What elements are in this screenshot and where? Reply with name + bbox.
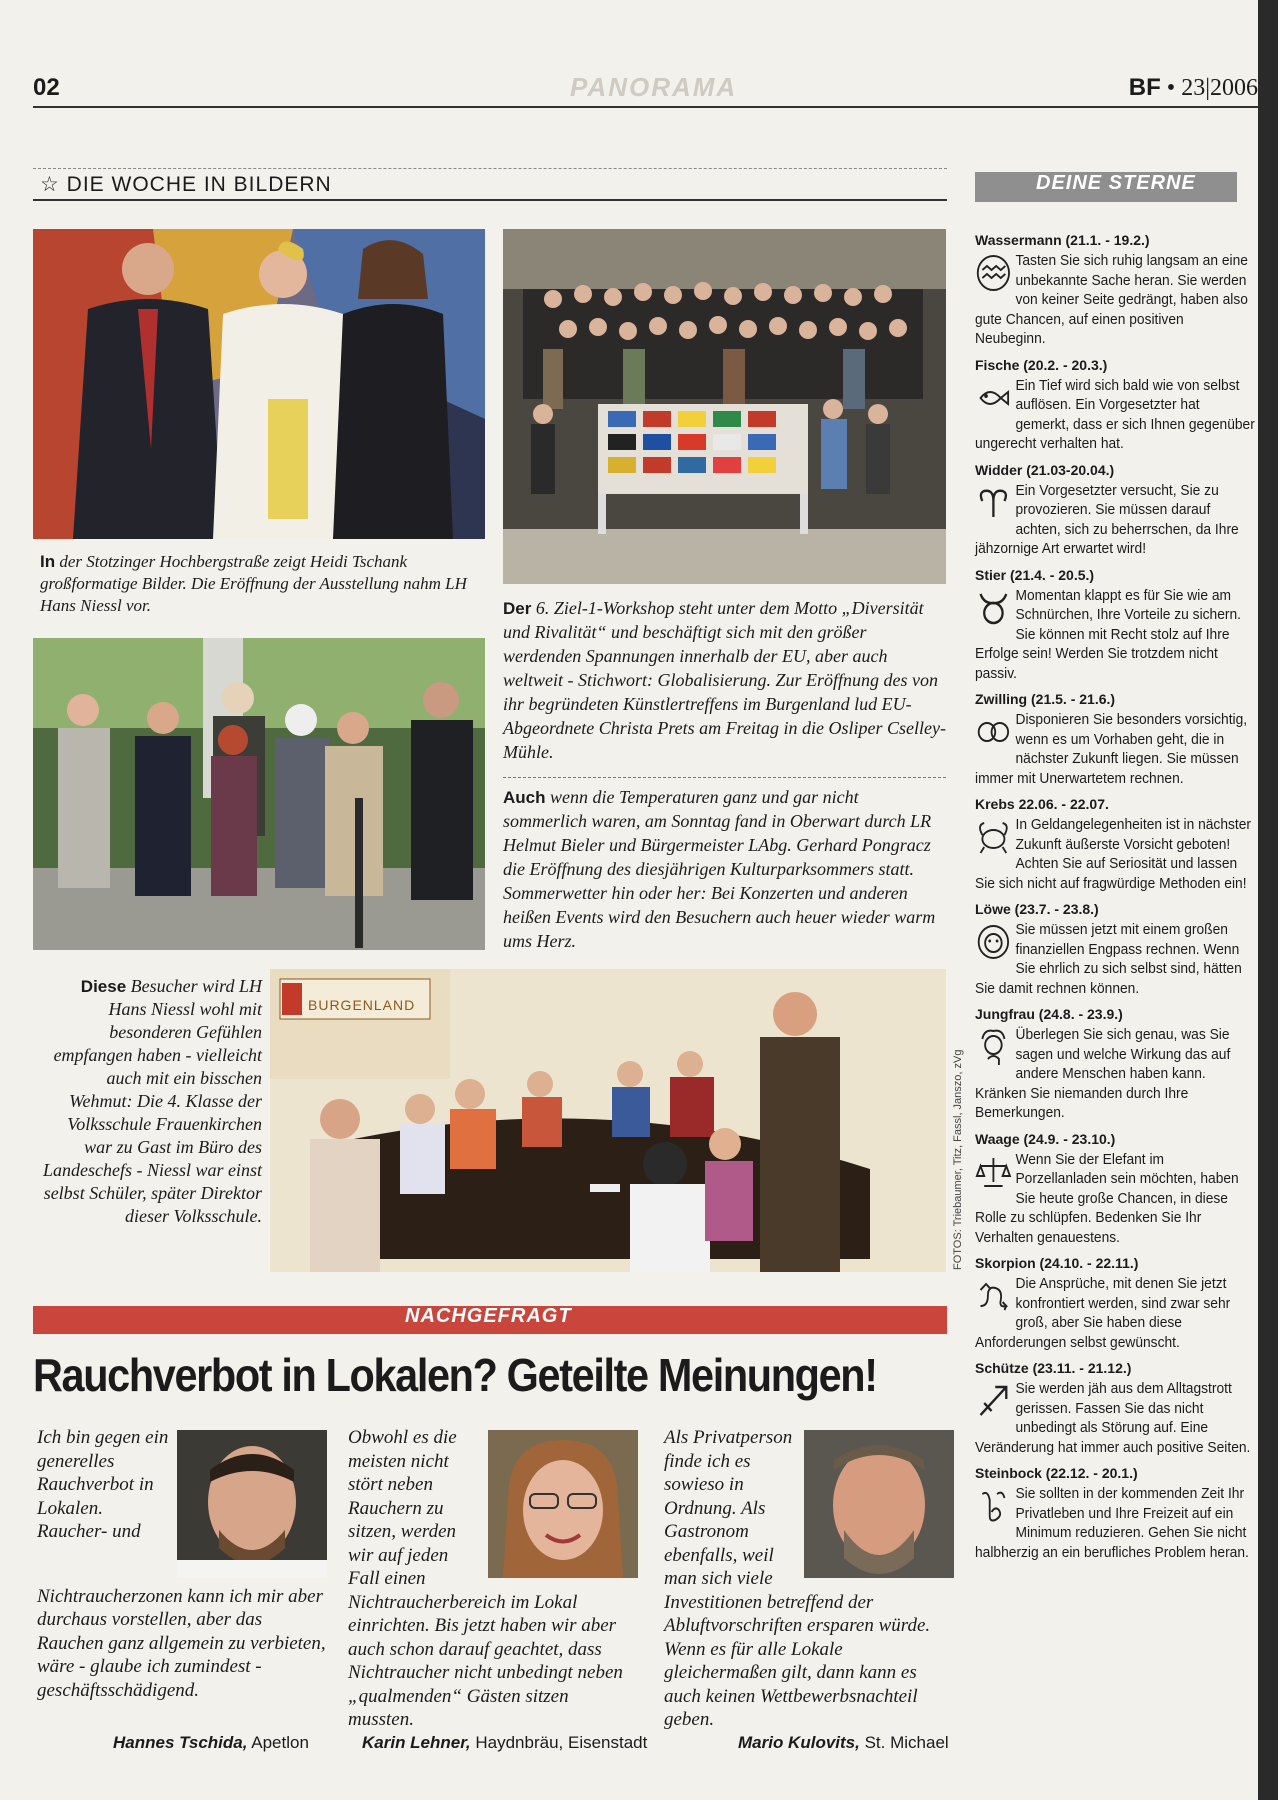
nachgefragt-headline: Rauchverbot in Lokalen? Geteilte Meinungen! bbox=[33, 1349, 877, 1401]
sign-dates: 22.06. - 22.07. bbox=[1014, 796, 1109, 812]
sign-name: Löwe bbox=[975, 901, 1011, 917]
sign-body bbox=[975, 251, 1257, 349]
horoscope-item bbox=[975, 230, 1260, 349]
sign-dates: (20.2. - 20.3.) bbox=[1019, 356, 1108, 373]
sign-body bbox=[975, 586, 1257, 684]
virgo-icon bbox=[975, 1027, 1012, 1067]
sign-name: Jungfrau bbox=[975, 1006, 1035, 1022]
issue-number: 23|2006 bbox=[1181, 75, 1258, 101]
header-rule bbox=[33, 106, 1263, 108]
byline-place: Apetlon bbox=[247, 1733, 309, 1752]
sign-body bbox=[975, 815, 1257, 893]
sign-name: Krebs bbox=[975, 796, 1015, 812]
horoscope-item bbox=[975, 565, 1260, 684]
opinion-text: Als Privatperson finde ich es sowieso in Ordnung. Als Gastronom ebenfalls, weil man sich viele Investitionen betreffend der Abluftvorschriften ersparen würde. Wenn es für alle Lokale gleichermaßen gilt, dann kann es auch keinen Wettbewerbsnachteil geben. bbox=[664, 1427, 931, 1730]
woche-rule bbox=[33, 199, 947, 201]
byline-place: St. Michael bbox=[859, 1733, 949, 1752]
sign-body bbox=[975, 1150, 1257, 1248]
sign-text: In Geldangelegenheiten ist in nächster Zukunft äußerste Vorsicht geboten! Achten Sie auf Seriosität und lassen Sie sich nicht auf fragwürdige Methoden ein! bbox=[975, 816, 1252, 892]
sign-dates: (24.9. - 23.10.) bbox=[1019, 1130, 1116, 1147]
horoscope-item bbox=[975, 1253, 1260, 1352]
horoscope-list bbox=[975, 230, 1260, 1568]
horoscope-item bbox=[975, 355, 1260, 454]
sign-text: Tasten Sie sich ruhig langsam an eine unbekannte Sache heran. Sie werden von keiner Seite gedrängt, haben also gute Chancen, auf einen positiven Neubeginn. bbox=[975, 252, 1248, 347]
sign-text: Wenn Sie der Elefant im Porzellanladen sein möchten, haben Sie heute große Chancen, in diese Rolle zu schlüpfen. Bedenken Sie Ihr Verhalten genauestens. bbox=[975, 1150, 1239, 1246]
sign-dates: (21.1. - 19.2.) bbox=[1061, 232, 1150, 248]
page-number: 02 bbox=[33, 74, 60, 101]
opinion-text: Obwohl es die meisten nicht stört neben Rauchern zu sitzen, werden wir auf jeden Fall einen Nichtraucherbereich im Lokal einrichten. Bis jetzt haben wir aber auch schon darauf geachtet, dass Nichtraucher nicht unbedingt neben „qualmenden“ Gästen sitzen mussten. bbox=[348, 1427, 623, 1730]
photo-school-class-visit bbox=[270, 969, 946, 1272]
sign-body bbox=[975, 1379, 1257, 1457]
byline bbox=[362, 1733, 647, 1753]
sign-dates: (21.4. - 20.5.) bbox=[1006, 566, 1095, 583]
sign-dates: (23.11. - 21.12.) bbox=[1028, 1360, 1132, 1376]
sign-dates: (22.12. - 20.1.) bbox=[1041, 1465, 1138, 1481]
opinion-column bbox=[664, 1426, 954, 1732]
byline bbox=[738, 1733, 949, 1753]
sign-dates: (23.7. - 23.8.) bbox=[1010, 901, 1099, 917]
sign-name: Stier bbox=[975, 566, 1007, 583]
caption-text: Besucher wird LH Hans Niessl wohl mit besonderen Gefühlen empfangen haben - vielleicht auch mit ein bisschen Wehmut: Die 4. Klasse der Volksschule Frauenkirchen war zu Gast im Büro des Landeschefs - Niessl war einst selbst Schüler, später Direktor dieser Volksschule. bbox=[43, 976, 262, 1226]
sign-heading bbox=[975, 460, 1260, 481]
sign-body bbox=[975, 710, 1257, 788]
opinion-text: Ich bin gegen ein generelles Rauchverbot in Lokalen. Raucher- und Nichtraucherzonen kann ich mir aber durchaus vorstellen, aber das Rauchen ganz allgemein zu verbieten, wäre - glaube ich zumindest - geschäftsschädigend. bbox=[37, 1427, 326, 1701]
libra-icon bbox=[975, 1152, 1012, 1192]
issue-info bbox=[1129, 74, 1258, 102]
photo-workshop-group bbox=[503, 229, 946, 584]
cancer-icon bbox=[975, 817, 1012, 857]
sign-heading bbox=[975, 230, 1260, 251]
horoscope-item bbox=[975, 794, 1260, 893]
sign-text: Ein Tief wird sich bald wie von selbst auflösen. Ein Vorgesetzter hat gemerkt, dass er sich Ihnen gegenüber ungerecht verhalten hat. bbox=[975, 376, 1255, 452]
woche-heading bbox=[40, 172, 332, 197]
scorpio-icon bbox=[975, 1276, 1012, 1316]
caption-lead: Diese bbox=[80, 977, 127, 996]
horoscope-item bbox=[975, 1129, 1260, 1248]
caption-lead: In bbox=[40, 552, 56, 571]
caption-school-visit bbox=[40, 975, 262, 1228]
byline-name: Mario Kulovits, bbox=[738, 1733, 860, 1752]
sign-heading bbox=[975, 355, 1260, 376]
section-name: PANORAMA bbox=[570, 72, 738, 102]
sign-heading bbox=[975, 1129, 1260, 1150]
caption-text: wenn die Temperaturen ganz und gar nicht sommerlich waren, am Sonntag fand in Oberwart durch LR Helmut Bieler und Bürgermeister LAbg. Gerhard Pongracz die Eröffnung des diesjährigen Kulturparksommers statt. Sommerwetter hin oder her: Bei Konzerten und anderen heißen Events wird den Besuchern auch heuer wieder warm ums Herz. bbox=[503, 787, 936, 951]
nachgefragt-label: NACHGEFRAGT bbox=[405, 1305, 572, 1327]
sign-text: Überlegen Sie sich genau, was Sie sagen und welche Wirkung das auf andere Menschen haben kann. Kränken Sie niemanden durch Ihre Bemerkungen. bbox=[975, 1026, 1231, 1121]
sagittarius-icon bbox=[975, 1381, 1012, 1421]
opinion-column bbox=[348, 1426, 638, 1732]
caption-divider bbox=[503, 777, 946, 778]
photo-kulturpark-opening bbox=[33, 638, 485, 950]
caption-lead: Auch bbox=[503, 788, 546, 807]
horoscope-item bbox=[975, 1004, 1260, 1123]
pisces-icon bbox=[975, 378, 1012, 418]
leo-icon bbox=[975, 922, 1012, 962]
aries-icon bbox=[975, 483, 1012, 523]
sign-name: Widder bbox=[975, 461, 1023, 478]
opinion-column bbox=[37, 1426, 327, 1702]
byline bbox=[113, 1733, 309, 1753]
sign-dates: (24.8. - 23.9.) bbox=[1034, 1006, 1123, 1022]
portrait-photo bbox=[488, 1430, 638, 1578]
sign-name: Wassermann bbox=[975, 232, 1062, 248]
sign-name: Waage bbox=[975, 1130, 1020, 1147]
sign-dates: (21.5. - 21.6.) bbox=[1027, 691, 1116, 707]
sign-text: Die Ansprüche, mit denen Sie jetzt konfrontiert werden, sind zwar sehr groß, aber Sie haben diese Anforderungen selbst gewünscht. bbox=[975, 1275, 1231, 1351]
sign-name: Schütze bbox=[975, 1360, 1029, 1376]
portrait-photo bbox=[177, 1430, 327, 1578]
byline-name: Karin Lehner, bbox=[362, 1733, 471, 1752]
sterne-title: DEINE STERNE bbox=[1036, 172, 1196, 194]
sign-heading bbox=[975, 689, 1260, 710]
byline-place: Haydnbräu, Eisenstadt bbox=[470, 1733, 648, 1752]
caption-exhibition bbox=[40, 551, 485, 617]
horoscope-item bbox=[975, 689, 1260, 788]
horoscope-item bbox=[975, 1358, 1260, 1457]
sign-body bbox=[975, 1484, 1257, 1562]
sign-heading bbox=[975, 1358, 1260, 1379]
sign-heading bbox=[975, 794, 1260, 815]
sign-body bbox=[975, 1025, 1257, 1123]
sign-text: Sie sollten in der kommenden Zeit Ihr Privatleben und Ihre Freizeit auf ein Minimum reduzieren. Gehen Sie nicht halbherzig an ein berufliches Problem heran. bbox=[975, 1485, 1249, 1561]
sign-body bbox=[975, 376, 1257, 454]
photo-credit: FOTOS: Triebaumer, Titz, Fassl, Janszo, zVg bbox=[952, 1049, 964, 1270]
sign-text: Sie müssen jetzt mit einem großen finanziellen Engpass rechnen. Wenn Sie ehrlich zu sich selbst sind, hätten Sie damit rechnen können. bbox=[975, 921, 1242, 997]
sign-text: Sie werden jäh aus dem Alltagstrott gerissen. Fassen Sie das nicht unbedingt als Störung auf. Eine Veränderung hat immer auch positive Seiten. bbox=[975, 1380, 1251, 1456]
sign-body bbox=[975, 920, 1257, 998]
bullet: • bbox=[1166, 75, 1176, 101]
sign-text: Momentan klappt es für Sie wie am Schnürchen, Ihre Vorteile zu sichern. Sie können mit Recht stolz auf Ihre Erfolge sein! Werden Sie trotzdem nicht passiv. bbox=[975, 586, 1242, 682]
photo-exhibition-opening bbox=[33, 229, 485, 539]
sign-heading bbox=[975, 1463, 1260, 1484]
portrait-photo bbox=[804, 1430, 954, 1578]
sign-body bbox=[975, 1274, 1257, 1352]
burgenland-sign: BURGENLAND bbox=[308, 997, 416, 1013]
aquarius-icon bbox=[975, 253, 1012, 293]
horoscope-item bbox=[975, 460, 1260, 559]
sign-body bbox=[975, 481, 1257, 559]
caption-text: 6. Ziel-1-Workshop steht unter dem Motto „Diversität und Rivalität“ und beschäftigt sich mit den größer werdenden Spannungen innerhalb der EU, aber auch weltweit - Stichwort: Globalisierung. Zur Eröffnung des von ihr begründeten Künstlertreffens im Burgenland lud EU-Abgeordnete Christa Prets am Freitag in die Osliper Cselley-Mühle. bbox=[503, 598, 946, 762]
sign-heading bbox=[975, 899, 1260, 920]
capricorn-icon bbox=[975, 1486, 1012, 1526]
page-edge-shadow bbox=[1258, 0, 1278, 1800]
sign-name: Skorpion bbox=[975, 1255, 1036, 1271]
sign-name: Fische bbox=[975, 356, 1020, 373]
byline-name: Hannes Tschida, bbox=[113, 1733, 248, 1752]
sign-name: Steinbock bbox=[975, 1465, 1042, 1481]
horoscope-item bbox=[975, 899, 1260, 998]
sign-name: Zwilling bbox=[975, 691, 1028, 707]
sign-heading bbox=[975, 1253, 1260, 1274]
sign-dates: (21.03-20.04.) bbox=[1022, 461, 1115, 478]
star-outline-icon: ☆ bbox=[40, 173, 60, 196]
taurus-icon bbox=[975, 588, 1012, 628]
sign-heading bbox=[975, 565, 1260, 586]
sign-dates: (24.10. - 22.11.) bbox=[1035, 1255, 1139, 1271]
sign-text: Disponieren Sie besonders vorsichtig, wenn es um Vorhaben geht, die in nächster Zukunft liegen. Sie müssen immer mit Unerwartetem rechnen. bbox=[975, 711, 1248, 787]
gemini-icon bbox=[975, 712, 1012, 752]
caption-text: der Stotzinger Hochbergstraße zeigt Heidi Tschank großformatige Bilder. Die Eröffnung der Ausstellung nahm LH Hans Niessl vor. bbox=[40, 552, 467, 615]
caption-workshop bbox=[503, 596, 946, 764]
horoscope-item bbox=[975, 1463, 1260, 1562]
caption-lead: Der bbox=[503, 599, 532, 618]
woche-title: DIE WOCHE IN BILDERN bbox=[66, 173, 332, 196]
publication-name: BF bbox=[1128, 74, 1161, 101]
caption-kulturpark bbox=[503, 785, 946, 953]
woche-dash-divider bbox=[33, 168, 947, 169]
sign-text: Ein Vorgesetzter versucht, Sie zu provozieren. Sie müssen darauf achten, sich zu beherrschen, da Ihre jähzornige Art erwartet wird! bbox=[975, 481, 1239, 557]
sign-heading bbox=[975, 1004, 1260, 1025]
